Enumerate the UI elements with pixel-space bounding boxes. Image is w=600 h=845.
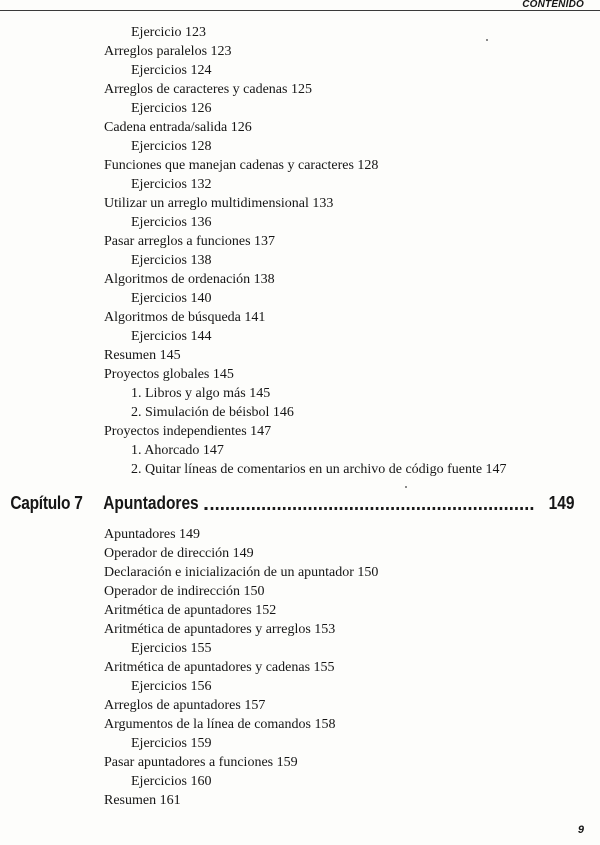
toc-entry: Aritmética de apuntadores y arreglos 153: [104, 622, 336, 637]
toc-entries-after: [0, 525, 600, 810]
toc-subentry: Ejercicios 160: [131, 774, 212, 789]
chapter-title: Apuntadores: [103, 493, 199, 513]
scan-speck: [405, 486, 407, 488]
toc-entries-before: [0, 23, 600, 479]
toc-subentry: 1. Ahorcado 147: [131, 443, 224, 458]
toc-subentry: 1. Libros y algo más 145: [131, 386, 271, 401]
toc-entry: Algoritmos de ordenación 138: [104, 272, 275, 287]
toc-subentry: 2. Quitar líneas de comentarios en un archivo de código fuente 147: [131, 462, 507, 477]
scan-speck: [486, 39, 488, 41]
chapter-page-number: 149: [548, 493, 575, 513]
toc-entry: Proyectos independientes 147: [104, 424, 272, 439]
toc-subentry: Ejercicios 156: [131, 679, 212, 694]
toc-subentry: Ejercicios 155: [131, 641, 212, 656]
toc-entry: Resumen 161: [104, 793, 181, 808]
toc-entry: Operador de indirección 150: [104, 584, 265, 599]
toc-subentry: Ejercicios 138: [131, 253, 212, 268]
toc-entry: Arreglos de apuntadores 157: [104, 698, 266, 713]
running-head-label: CONTENIDO: [518, 0, 584, 10]
dot-leader: [205, 507, 534, 510]
chapter-heading: [0, 479, 574, 525]
page-number: 9: [577, 824, 584, 836]
toc-entry: Arreglos paralelos 123: [104, 44, 232, 59]
toc-entry: Algoritmos de búsqueda 141: [104, 310, 266, 325]
toc-subentry: Ejercicios 128: [131, 139, 212, 154]
toc-entry: Argumentos de la línea de comandos 158: [104, 717, 336, 732]
toc-subentry: 2. Simulación de béisbol 146: [131, 405, 294, 420]
toc-subentry: Ejercicios 140: [131, 291, 212, 306]
toc-subentry: Ejercicios 124: [131, 63, 212, 78]
toc-entry: Apuntadores 149: [104, 527, 201, 542]
toc-entry: Funciones que manejan cadenas y caracteres 128: [104, 158, 379, 173]
toc-entry: Utilizar un arreglo multidimensional 133: [104, 196, 334, 211]
toc-entry: Pasar apuntadores a funciones 159: [104, 755, 298, 770]
toc-entry: Proyectos globales 145: [104, 367, 234, 382]
chapter-number: Capítulo 7: [10, 493, 83, 513]
toc-entry: Declaración e inicialización de un apuntador 150: [104, 565, 379, 580]
toc-entry: Aritmética de apuntadores y cadenas 155: [104, 660, 335, 675]
running-head: [0, 0, 600, 14]
toc-entry: Arreglos de caracteres y cadenas 125: [104, 82, 312, 97]
table-of-contents: [0, 23, 600, 810]
toc-entry: Cadena entrada/salida 126: [104, 120, 252, 135]
toc-entry: Resumen 145: [104, 348, 181, 363]
toc-subentry: Ejercicios 136: [131, 215, 212, 230]
toc-subentry: Ejercicios 126: [131, 101, 212, 116]
toc-subentry: Ejercicios 144: [131, 329, 212, 344]
toc-subentry: Ejercicio 123: [131, 25, 207, 40]
toc-subentry: Ejercicios 132: [131, 177, 212, 192]
toc-entry: Operador de dirección 149: [104, 546, 254, 561]
header-rule: [0, 10, 600, 11]
toc-entry: Pasar arreglos a funciones 137: [104, 234, 276, 249]
toc-entry: Aritmética de apuntadores 152: [104, 603, 277, 618]
toc-subentry: Ejercicios 159: [131, 736, 212, 751]
